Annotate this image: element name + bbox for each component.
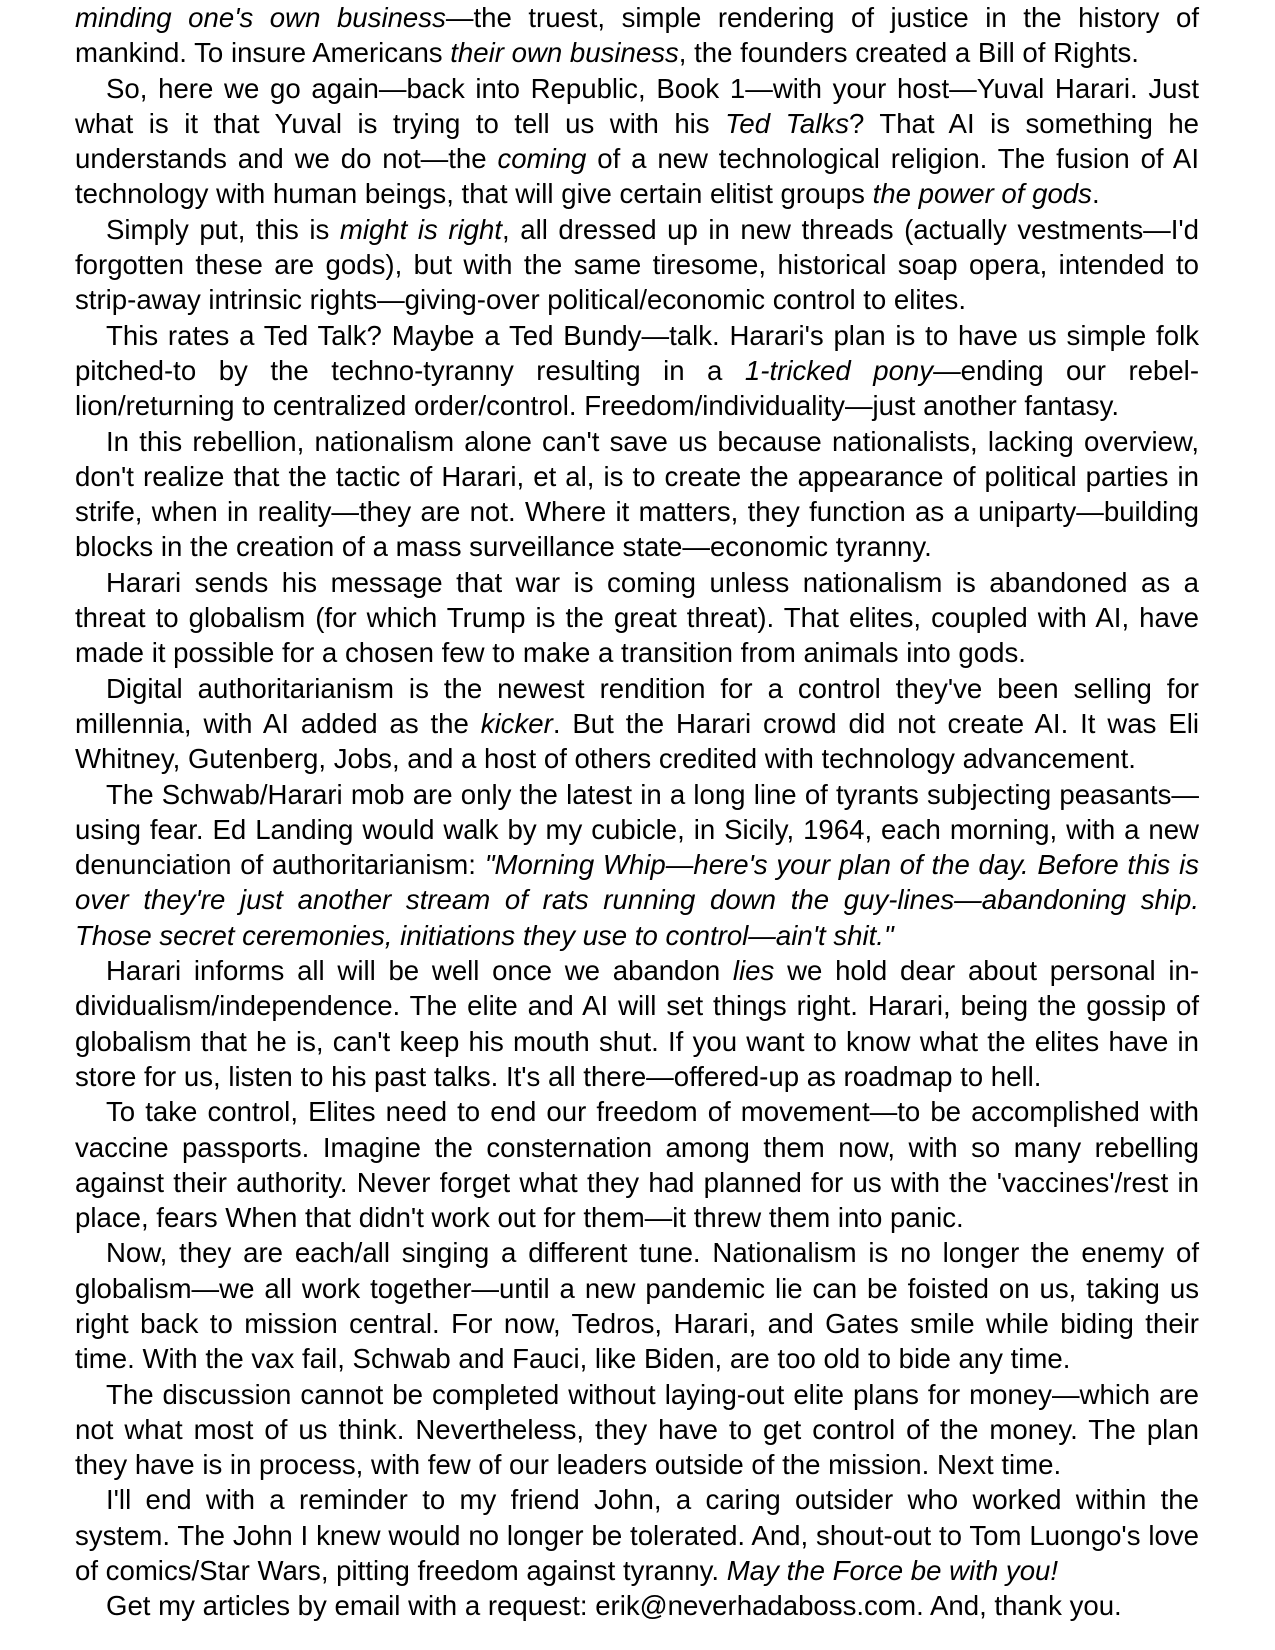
- italic-text: their own business: [450, 37, 679, 69]
- body-text: Harari sends his message that war is coming unless nationalism is abandoned as a threat to globalism (for which Trump is the great threat). That elites, coupled with AI, have made it possible for a chosen few to make a transition from animals into gods.: [75, 566, 1199, 669]
- article-page: [75, 0, 1199, 1624]
- body-text: .: [1091, 178, 1100, 210]
- body-text: In this rebellion, nationalism alone can't save us because nationalists, lacking overview, don't realize that the tactic of Harari, et al, is to create the appearance of political parties in strife, when in reality—they are not. Where it matters, they function as a uniparty—building blocks in the creation of a mass surveillance state—economic tyranny.: [75, 425, 1199, 563]
- italic-text: minding one's own business: [75, 2, 446, 33]
- body-text: . But the Harari crowd did not create AI. It was Eli Whitney, Gutenberg, Jobs, and a host of others credited with technology advancement.: [75, 707, 1199, 775]
- italic-text: kicker: [480, 707, 553, 739]
- paragraph: [75, 1588, 1199, 1623]
- italic-text: lies: [732, 955, 775, 987]
- italic-text: might is right: [339, 213, 503, 245]
- paragraph: [75, 1094, 1199, 1235]
- paragraph: [75, 1482, 1199, 1588]
- body-text: To take control, Elites need to end our freedom of movement—to be accomplished with vaccine passports. Imagine the consternation among them now, with so many rebelling against their authority. Never forget what they had planned for us with the 'vaccines'/rest in place, fears When that didn't work out for them—it threw them into panic.: [75, 1096, 1199, 1234]
- paragraph: [75, 953, 1199, 1094]
- body-text: This rates a Ted Talk? Maybe a Ted Bundy—talk. Harari's plan is to have us simple folk pitched-to by the techno-tyranny resulting in a: [75, 319, 1199, 386]
- paragraph: [75, 1235, 1199, 1376]
- paragraph: [75, 565, 1199, 671]
- paragraph: [75, 0, 1199, 71]
- body-text: of a new technological religion. The fusion of AI technology with human beings, that will give certain elitist groups: [75, 143, 1199, 210]
- body-text: Simply put, this is: [106, 213, 340, 245]
- italic-text: 1-tricked pony: [744, 354, 934, 386]
- paragraph: [75, 671, 1199, 777]
- body-text: Harari informs all will be well once we abandon: [106, 955, 733, 987]
- body-text: —the truest, simple rendering of justice in the history of mankind. To insure Americans: [75, 2, 1199, 69]
- paragraph: [75, 1377, 1199, 1483]
- body-text: Digital authoritarianism is the newest rendition for a control they've been selling for millennia, with AI added as the: [75, 672, 1199, 739]
- body-text: The discussion cannot be completed without laying-out elite plans for money—which are not what most of us think. Nevertheless, they have to get control of the money. The plan they have is in process, with few of our leaders outside of the mission. Next time.: [75, 1378, 1199, 1481]
- italic-text: May the Force be with you!: [726, 1555, 1059, 1587]
- body-text: ? That AI is something he understands and we do not—the: [75, 107, 1200, 175]
- italic-quote: "Morning Whip—here's your plan of the day. Before this is over they're just another stream of rats running down the guy-lines—abandoning ship. Those secret ceremonies, initiations they use to control—ain't shit.": [75, 849, 1200, 951]
- body-text: we hold dear about personal individualism/independence. The elite and AI will set things right. Harari, being the gossip of globalism that he is, can't keep his mouth shut. If you want to know what the elites have in store for us, listen to his past talks. It's all there—offered-up as roadmap to hell.: [75, 955, 1200, 1092]
- italic-text: the power of gods: [872, 178, 1092, 210]
- body-text: The Schwab/Harari mob are only the latest in a long line of tyrants subjecting peasants—using fear. Ed Landing would walk by my cubicle, in Sicily, 1964, each morning, with a new denunciation of authoritarianism:: [75, 778, 1199, 881]
- body-text: So, here we go again—back into Republic, Book 1—with your host—Yuval Harari. Just what is it that Yuval is trying to tell us with his: [75, 72, 1199, 139]
- italic-text: coming: [497, 143, 587, 175]
- body-text: , all dressed up in new threads (actually vestments—I'd forgotten these are gods), but with the same tiresome, historical soap opera, intended to strip-away intrinsic rights—giving-over political/economic control to elites.: [75, 213, 1199, 316]
- paragraph: [75, 212, 1199, 318]
- body-text: Get my articles by email with a request: erik@neverhadaboss.com. And, thank you.: [106, 1590, 1122, 1622]
- paragraph: [75, 318, 1199, 424]
- body-text: —ending our rebellion/returning to centralized order/control. Freedom/individuality—just another fantasy.: [75, 354, 1200, 422]
- body-text: , the founders created a Bill of Rights.: [678, 37, 1139, 69]
- italic-text: Ted Talks: [725, 107, 850, 139]
- body-text: Now, they are each/all singing a different tune. Nationalism is no longer the enemy of globalism—we all work together—until a new pandemic lie can be foisted on us, taking us right back to mission central. For now, Tedros, Harari, and Gates smile while biding their time. With the vax fail, Schwab and Fauci, like Biden, are too old to bide any time.: [75, 1237, 1199, 1375]
- paragraph: [75, 424, 1199, 565]
- body-text: I'll end with a reminder to my friend John, a caring outsider who worked within the system. The John I knew would no longer be tolerated. And, shout-out to Tom Luongo's love of comics/Star Wars, pitting freedom against tyranny.: [75, 1484, 1199, 1587]
- paragraph: [75, 777, 1199, 953]
- paragraph: [75, 71, 1199, 212]
